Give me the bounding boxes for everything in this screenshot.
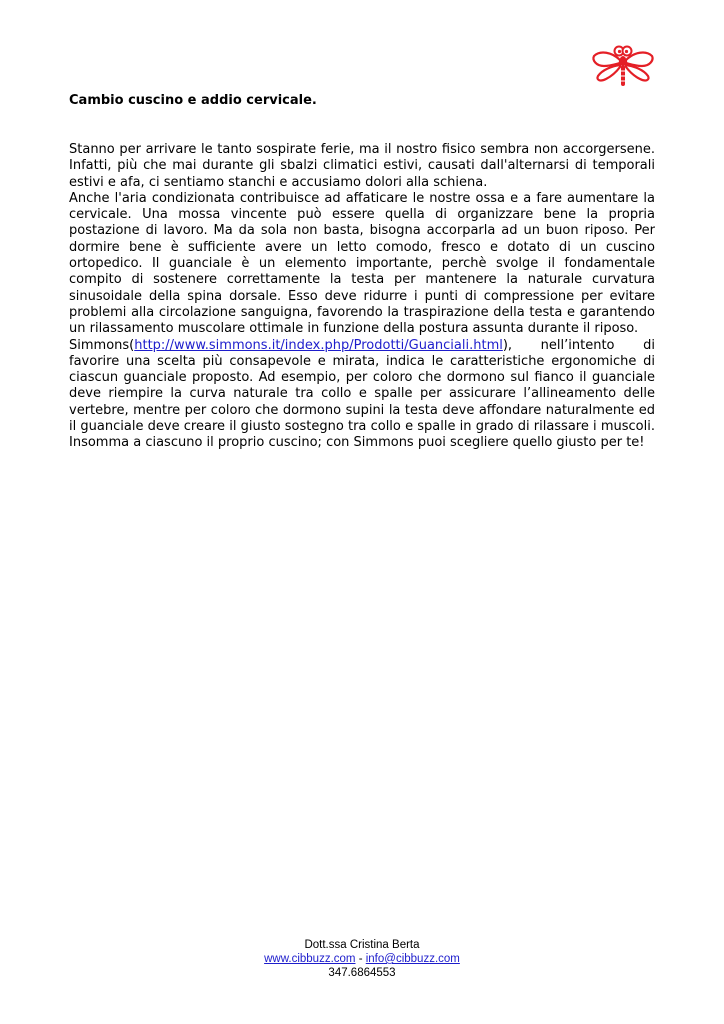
footer-website-link[interactable]: www.cibbuzz.com xyxy=(264,953,356,965)
article-body xyxy=(69,142,655,452)
footer xyxy=(0,938,724,980)
paragraph-intro: Stanno per arrivare le tanto sospirate ferie, ma il nostro fisico sembra non accorgersene. Infatti, più che mai durante gli sbalzi climatici estivi, causati dall'alternarsi di temporali estivi e afa, ci sentiamo stanchi e accusiamo dolori alla schiena. xyxy=(69,142,655,190)
footer-author: Dott.ssa Cristina Berta xyxy=(304,939,420,951)
article-title: Cambio cuscino e addio cervicale. xyxy=(69,93,317,108)
footer-contacts xyxy=(0,952,724,966)
simmons-text: ), nell’intento di favorire una scelta più consapevole e mirata, indica le caratteristiche ergonomiche di ciascun guanciale proposto. Ad esempio, per coloro che dormono sul fianco il guanciale deve riempire la curva naturale tra collo e spalle per assicurare l’allineamento delle vertebre, mentre per coloro che dormono supini la testa deve affondare naturalmente ed il guanciale deve creare il giusto sostegno tra collo e spalle in grado di rilassare i muscoli. Insomma a ciascuno il proprio cuscino; con Simmons puoi scegliere quello giusto per te! xyxy=(69,337,655,451)
paragraph-cushion: Anche l'aria condizionata contribuisce ad affaticare le nostre ossa e a fare aumentare la cervicale. Una mossa vincente può essere quella di organizzare bene la propria postazione di lavoro. Ma da sola non basta, bisogna accorparla ad un buon riposo. Per dormire bene è sufficiente avere un letto comodo, fresco e dotato di un cuscino ortopedico. Il guanciale è un elemento importante, perchè svolge il fondamentale compito di sostenere correttamente la testa per mantenere la naturale curvatura sinusoidale della spina dorsale. Esso deve ridurre i punti di compressione per evitare problemi alla circolazione sanguigna, favorendo la traspirazione della testa e garantendo un rilassamento muscolare ottimale in funzione della postura assunta durante il riposo. xyxy=(69,190,655,337)
footer-email-link[interactable]: info@cibbuzz.com xyxy=(365,953,460,965)
paragraph-simmons xyxy=(69,338,655,452)
simmons-prefix: Simmons( xyxy=(69,337,135,353)
footer-phone: 347.6864553 xyxy=(328,967,396,979)
simmons-link[interactable]: http://www.simmons.it/index.php/Prodotti/Guanciali.html xyxy=(134,337,503,353)
dragonfly-logo-icon xyxy=(590,44,656,90)
footer-separator: - xyxy=(355,953,366,965)
